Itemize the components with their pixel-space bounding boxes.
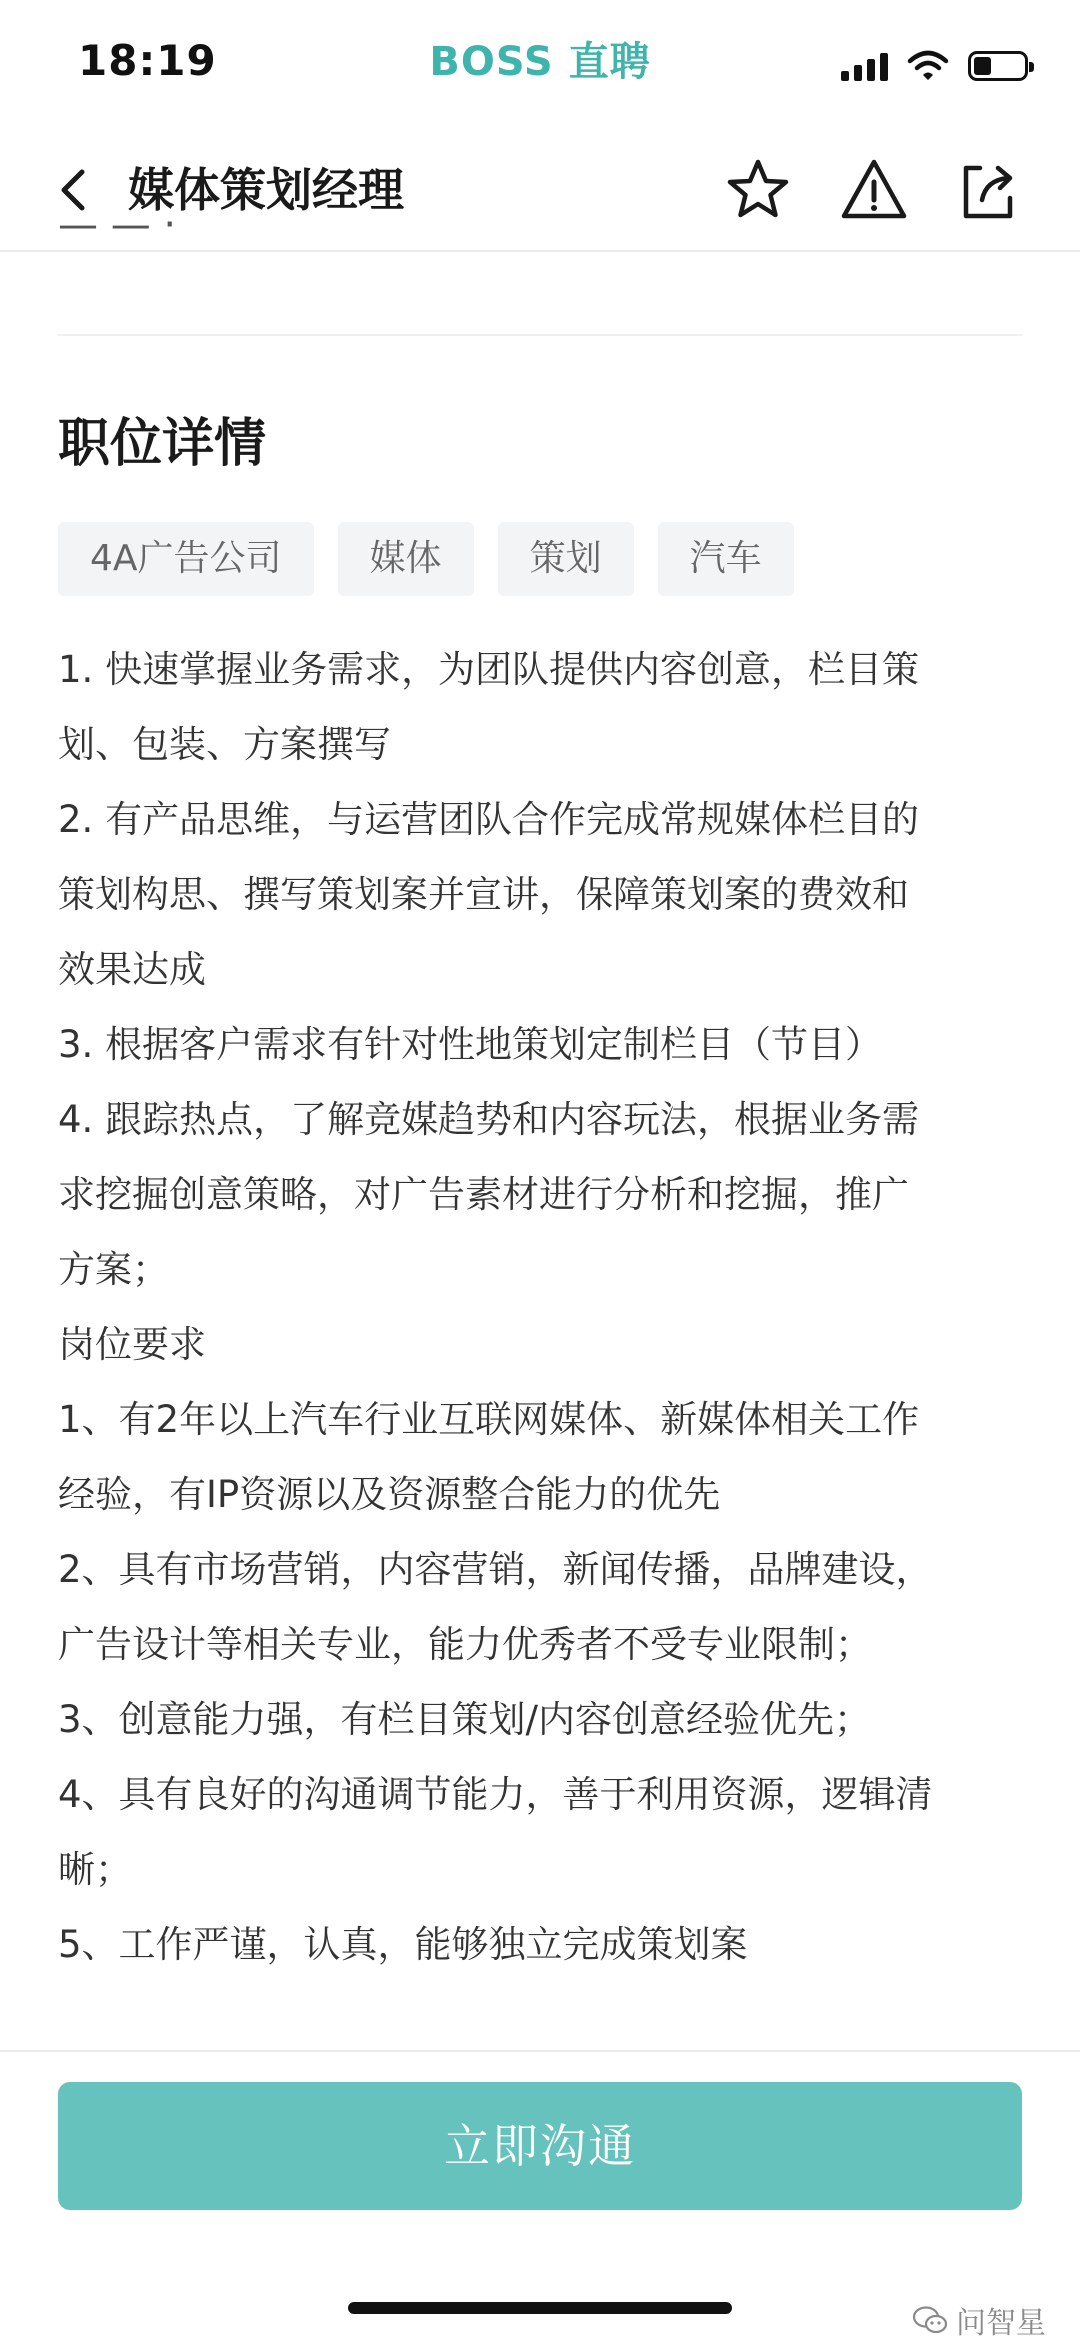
description-line: 4、具有良好的沟通调节能力，善于利用资源，逻辑清 <box>58 1773 933 1816</box>
bottom-action-bar <box>0 2050 1080 2339</box>
watermark <box>912 2298 1046 2342</box>
report-button[interactable] <box>838 154 910 226</box>
description-line: 1、有2年以上汽车行业互联网媒体、新媒体相关工作 <box>58 1398 920 1441</box>
description-line: 2、具有市场营销，内容营销，新闻传播，品牌建设， <box>58 1548 933 1591</box>
job-description <box>58 632 1038 1982</box>
description-line: 求挖掘创意策略，对广告素材进行分析和挖掘，推广 <box>58 1173 909 1216</box>
share-icon <box>952 154 1024 226</box>
tag-item: 汽车 <box>658 522 794 596</box>
description-line: 1. 快速掌握业务需求，为团队提供内容创意，栏目策 <box>58 648 920 691</box>
description-line: 广告设计等相关专业，能力优秀者不受专业限制； <box>58 1623 872 1666</box>
description-line: 晰； <box>58 1848 132 1891</box>
description-line: 4. 跟踪热点，了解竞媒趋势和内容玩法，根据业务需 <box>58 1098 920 1141</box>
status-bar <box>0 0 1080 130</box>
tag-item: 媒体 <box>338 522 474 596</box>
description-line: 5、工作严谨，认真，能够独立完成策划案 <box>58 1923 748 1966</box>
description-line: 3、创意能力强，有栏目策划/内容创意经验优先； <box>58 1698 872 1741</box>
wechat-icon <box>912 2305 948 2335</box>
status-time: 18:19 <box>78 36 217 85</box>
tag-item: 策划 <box>498 522 634 596</box>
job-tags <box>58 522 794 596</box>
tag-item: 4A广告公司 <box>58 522 314 596</box>
watermark-text: 问智星 <box>956 2306 1046 2341</box>
description-line: 划、包装、方案撰写 <box>58 723 391 766</box>
app-brand-logo: BOSS 直聘 <box>429 39 651 85</box>
description-line: 方案； <box>58 1248 169 1291</box>
page-title: 媒体策划经理 <box>128 163 404 217</box>
star-icon <box>722 154 794 226</box>
scrolled-content-remnant: — — · <box>58 202 177 248</box>
description-line: 2. 有产品思维，与运营团队合作完成常规媒体栏目的 <box>58 798 920 841</box>
description-line: 效果达成 <box>58 948 206 991</box>
requirements-heading: 岗位要求 <box>58 1323 206 1366</box>
section-divider <box>58 334 1022 336</box>
description-line: 3. 根据客户需求有针对性地策划定制栏目（节目） <box>58 1023 883 1066</box>
section-title: 职位详情 <box>58 414 267 474</box>
chat-now-button[interactable]: 立即沟通 <box>58 2082 1022 2210</box>
home-indicator[interactable] <box>348 2302 732 2314</box>
battery-level <box>974 57 991 75</box>
wifi-icon <box>908 51 948 81</box>
status-icons <box>841 46 1028 86</box>
description-line: 经验，有IP资源以及资源整合能力的优先 <box>58 1473 721 1516</box>
battery-icon <box>968 51 1028 81</box>
signal-icon <box>841 51 888 81</box>
description-line: 策划构思、撰写策划案并宣讲，保障策划案的费效和 <box>58 873 909 916</box>
favorite-button[interactable] <box>722 154 794 226</box>
warning-icon <box>838 154 910 226</box>
share-button[interactable] <box>952 154 1024 226</box>
